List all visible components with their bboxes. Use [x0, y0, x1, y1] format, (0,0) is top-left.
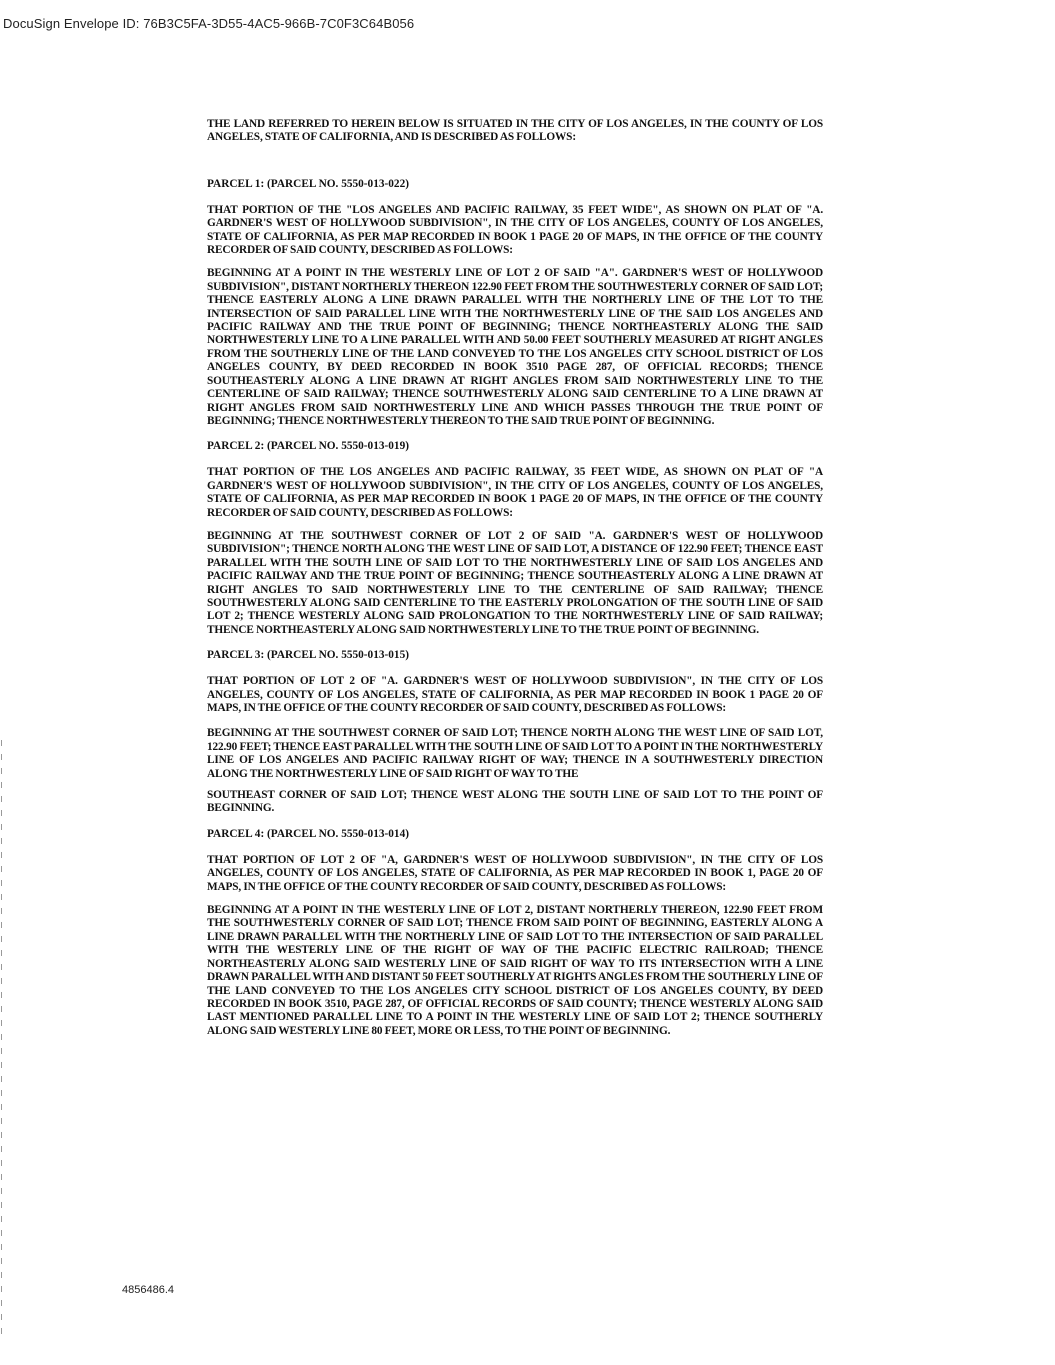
intro-paragraph: THE LAND REFERRED TO HEREIN BELOW IS SITUATED IN THE CITY OF LOS ANGELES, IN THE COUNTY OF LOS ANGELES, STATE OF CALIFORNIA, AND IS DESCRIBED AS FOLLOWS: [207, 118, 823, 144]
parcel-3-portion: THAT PORTION OF LOT 2 OF "A. GARDNER'S WEST OF HOLLYWOOD SUBDIVISION", IN THE CITY OF LOS ANGELES, COUNTY OF LOS ANGELES, STATE OF CALIFORNIA, AS PER MAP RECORDED IN BOOK 1 PAGE 20 OF MAPS, IN THE OFFICE OF THE COUNTY RECORDER OF SAID COUNTY, DESCRIBED AS FOLLOWS: [207, 675, 823, 714]
docusign-envelope-id: DocuSign Envelope ID: 76B3C5FA-3D55-4AC5-966B-7C0F3C64B056 [3, 16, 415, 31]
document-number: 4856486.4 [122, 1284, 174, 1296]
parcel-1-heading: PARCEL 1: (PARCEL NO. 5550-013-022) [207, 177, 409, 190]
parcel-3-heading: PARCEL 3: (PARCEL NO. 5550-013-015) [207, 649, 409, 662]
parcel-4-description: BEGINNING AT A POINT IN THE WESTERLY LINE OF LOT 2, DISTANT NORTHERLY THEREON, 122.90 FEET FROM THE SOUTHWESTERLY CORNER OF SAID LOT; THENCE FROM SAID POINT OF BEGINNING, EASTERLY ALONG A LINE DRAWN PARALLEL WITH THE NORTHERLY LINE OF SAID LOT TO THE INTERSECTION OF SAID PARALLEL WITH THE WESTERLY LINE OF THE RIGHT OF WAY OF THE PACIFIC ELECTRIC RAILROAD; THENCE NORTHEASTERLY ALONG SAID WESTERLY LINE OF SAID RIGHT OF WAY TO ITS INTERSECTION WITH A LINE DRAWN PARALLEL WITH AND DISTANT 50 FEET SOUTHERLY AT RIGHTS ANGLES FROM THE SOUTHERLY LINE OF THE LAND CONVEYED TO THE LOS ANGELES CITY SCHOOL DISTRICT OF LOS ANGELES COUNTY, BY DEED RECORDED IN BOOK 3510, PAGE 287, OF OFFICIAL RECORDS OF SAID COUNTY; THENCE WESTERLY ALONG SAID LAST MENTIONED PARALLEL LINE TO A POINT IN THE WESTERLY LINE OF SAID LOT 2; THENCE SOUTHERLY ALONG SAID WESTERLY LINE 80 FEET, MORE OR LESS, TO THE POINT OF BEGINNING. [207, 904, 823, 1037]
parcel-1-description: BEGINNING AT A POINT IN THE WESTERLY LINE OF LOT 2 OF SAID "A". GARDNER'S WEST OF HOLLYWOOD SUBDIVISION", DISTANT NORTHERLY THEREON 122.90 FEET FROM THE SOUTHWESTERLY CORNER OF SAID LOT; THENCE EASTERLY ALONG A LINE DRAWN PARALLEL WITH THE NORTHERLY LINE OF THE LOT TO THE INTERSECTION OF SAID PARALLEL LINE WITH THE NORTHWESTERLY LINE OF THE SAID LOS ANGELES AND PACIFIC RAILWAY AND THE TRUE POINT OF BEGINNING; THENCE NORTHEASTERLY ALONG THE SAID NORTHWESTERLY LINE TO A LINE PARALLEL WITH AND 50.00 FEET SOUTHERLY MEASURED AT RIGHT ANGLES FROM THE SOUTHERLY LINE OF THE LAND CONVEYED TO THE LOS ANGELES CITY SCHOOL DISTRICT OF LOS ANGELES COUNTY, BY DEED RECORDED IN BOOK 3510 PAGE 287, OF OFFICIAL RECORDS; THENCE SOUTHEASTERLY ALONG A LINE DRAWN AT RIGHT ANGLES FROM SAID NORTHWESTERLY LINE TO THE CENTERLINE OF SAID RAILWAY; THENCE SOUTHWESTERLY ALONG SAID CENTERLINE TO A LINE DRAWN AT RIGHT ANGLES FROM SAID NORTHWESTERLY LINE AND WHICH PASSES THROUGH THE TRUE POINT OF BEGINNING; THENCE NORTHWESTERLY THEREON TO THE SAID TRUE POINT OF BEGINNING. [207, 267, 823, 427]
parcel-1-portion: THAT PORTION OF THE "LOS ANGELES AND PACIFIC RAILWAY, 35 FEET WIDE", AS SHOWN ON PLAT OF "A. GARDNER'S WEST OF HOLLYWOOD SUBDIVISION", IN THE CITY OF LOS ANGELES, COUNTY OF LOS ANGELES, STATE OF CALIFORNIA, AS PER MAP RECORDED IN BOOK 1 PAGE 20 OF MAPS, IN THE OFFICE OF THE COUNTY RECORDER OF SAID COUNTY, DESCRIBED AS FOLLOWS: [207, 203, 823, 257]
parcel-2-heading: PARCEL 2: (PARCEL NO. 5550-013-019) [207, 440, 409, 453]
parcel-4-heading: PARCEL 4: (PARCEL NO. 5550-013-014) [207, 827, 409, 840]
parcel-2-portion: THAT PORTION OF THE LOS ANGELES AND PACIFIC RAILWAY, 35 FEET WIDE, AS SHOWN ON PLAT OF "A GARDNER'S WEST OF HOLLYWOOD SUBDIVISION", IN THE CITY OF LOS ANGELES, COUNTY OF LOS ANGELES, STATE OF CALIFORNIA, AS PER MAP RECORDED IN BOOK 1 PAGE 20 OF MAPS, IN THE OFFICE OF THE COUNTY RECORDER OF SAID COUNTY, DESCRIBED AS FOLLOWS: [207, 466, 823, 519]
legal-description-body [207, 116, 823, 1038]
scan-edge-marks [1, 740, 2, 1340]
parcel-2-description: BEGINNING AT THE SOUTHWEST CORNER OF LOT 2 OF SAID "A. GARDNER'S WEST OF HOLLYWOOD SUBDIVISION"; THENCE NORTH ALONG THE WEST LINE OF SAID LOT, A DISTANCE OF 122.90 FEET; THENCE EAST PARALLEL WITH THE SOUTH LINE OF SAID LOT TO THE NORTHWESTERLY LINE OF SAID LOS ANGELES AND PACIFIC RAILWAY AND THE TRUE POINT OF BEGINNING; THENCE SOUTHEASTERLY ALONG A LINE DRAWN AT RIGHT ANGLES TO SAID NORTHWESTERLY LINE TO THE CENTERLINE OF SAID RAILWAY; THENCE SOUTHWESTERLY ALONG SAID CENTERLINE TO THE EASTERLY PROLONGATION OF THE SOUTH LINE OF SAID LOT 2; THENCE WESTERLY ALONG SAID PROLONGATION TO THE NORTHWESTERLY LINE OF SAID RAILWAY; THENCE NORTHEASTERLY ALONG SAID NORTHWESTERLY LINE TO THE TRUE POINT OF BEGINNING. [207, 529, 823, 636]
parcel-4-portion: THAT PORTION OF LOT 2 OF "A, GARDNER'S WEST OF HOLLYWOOD SUBDIVISION", IN THE CITY OF LOS ANGELES, COUNTY OF LOS ANGELES, STATE OF CALIFORNIA, AS PER MAP RECORDED IN BOOK 1, PAGE 20 OF MAPS, IN THE OFFICE OF THE COUNTY RECORDER OF SAID COUNTY, DESCRIBED AS FOLLOWS: [207, 853, 823, 893]
parcel-3-continuation: SOUTHEAST CORNER OF SAID LOT; THENCE WEST ALONG THE SOUTH LINE OF SAID LOT TO THE POINT OF BEGINNING. [207, 789, 823, 815]
parcel-3-description: BEGINNING AT THE SOUTHWEST CORNER OF SAID LOT; THENCE NORTH ALONG THE WEST LINE OF SAID LOT, 122.90 FEET; THENCE EAST PARALLEL WITH THE SOUTH LINE OF SAID LOT TO A POINT IN THE NORTHWESTERLY LINE OF LOS ANGELES AND PACIFIC RAILWAY RIGHT OF WAY; THENCE IN A SOUTHWESTERLY DIRECTION ALONG THE NORTHWESTERLY LINE OF SAID RIGHT OF WAY TO THE [207, 727, 823, 780]
